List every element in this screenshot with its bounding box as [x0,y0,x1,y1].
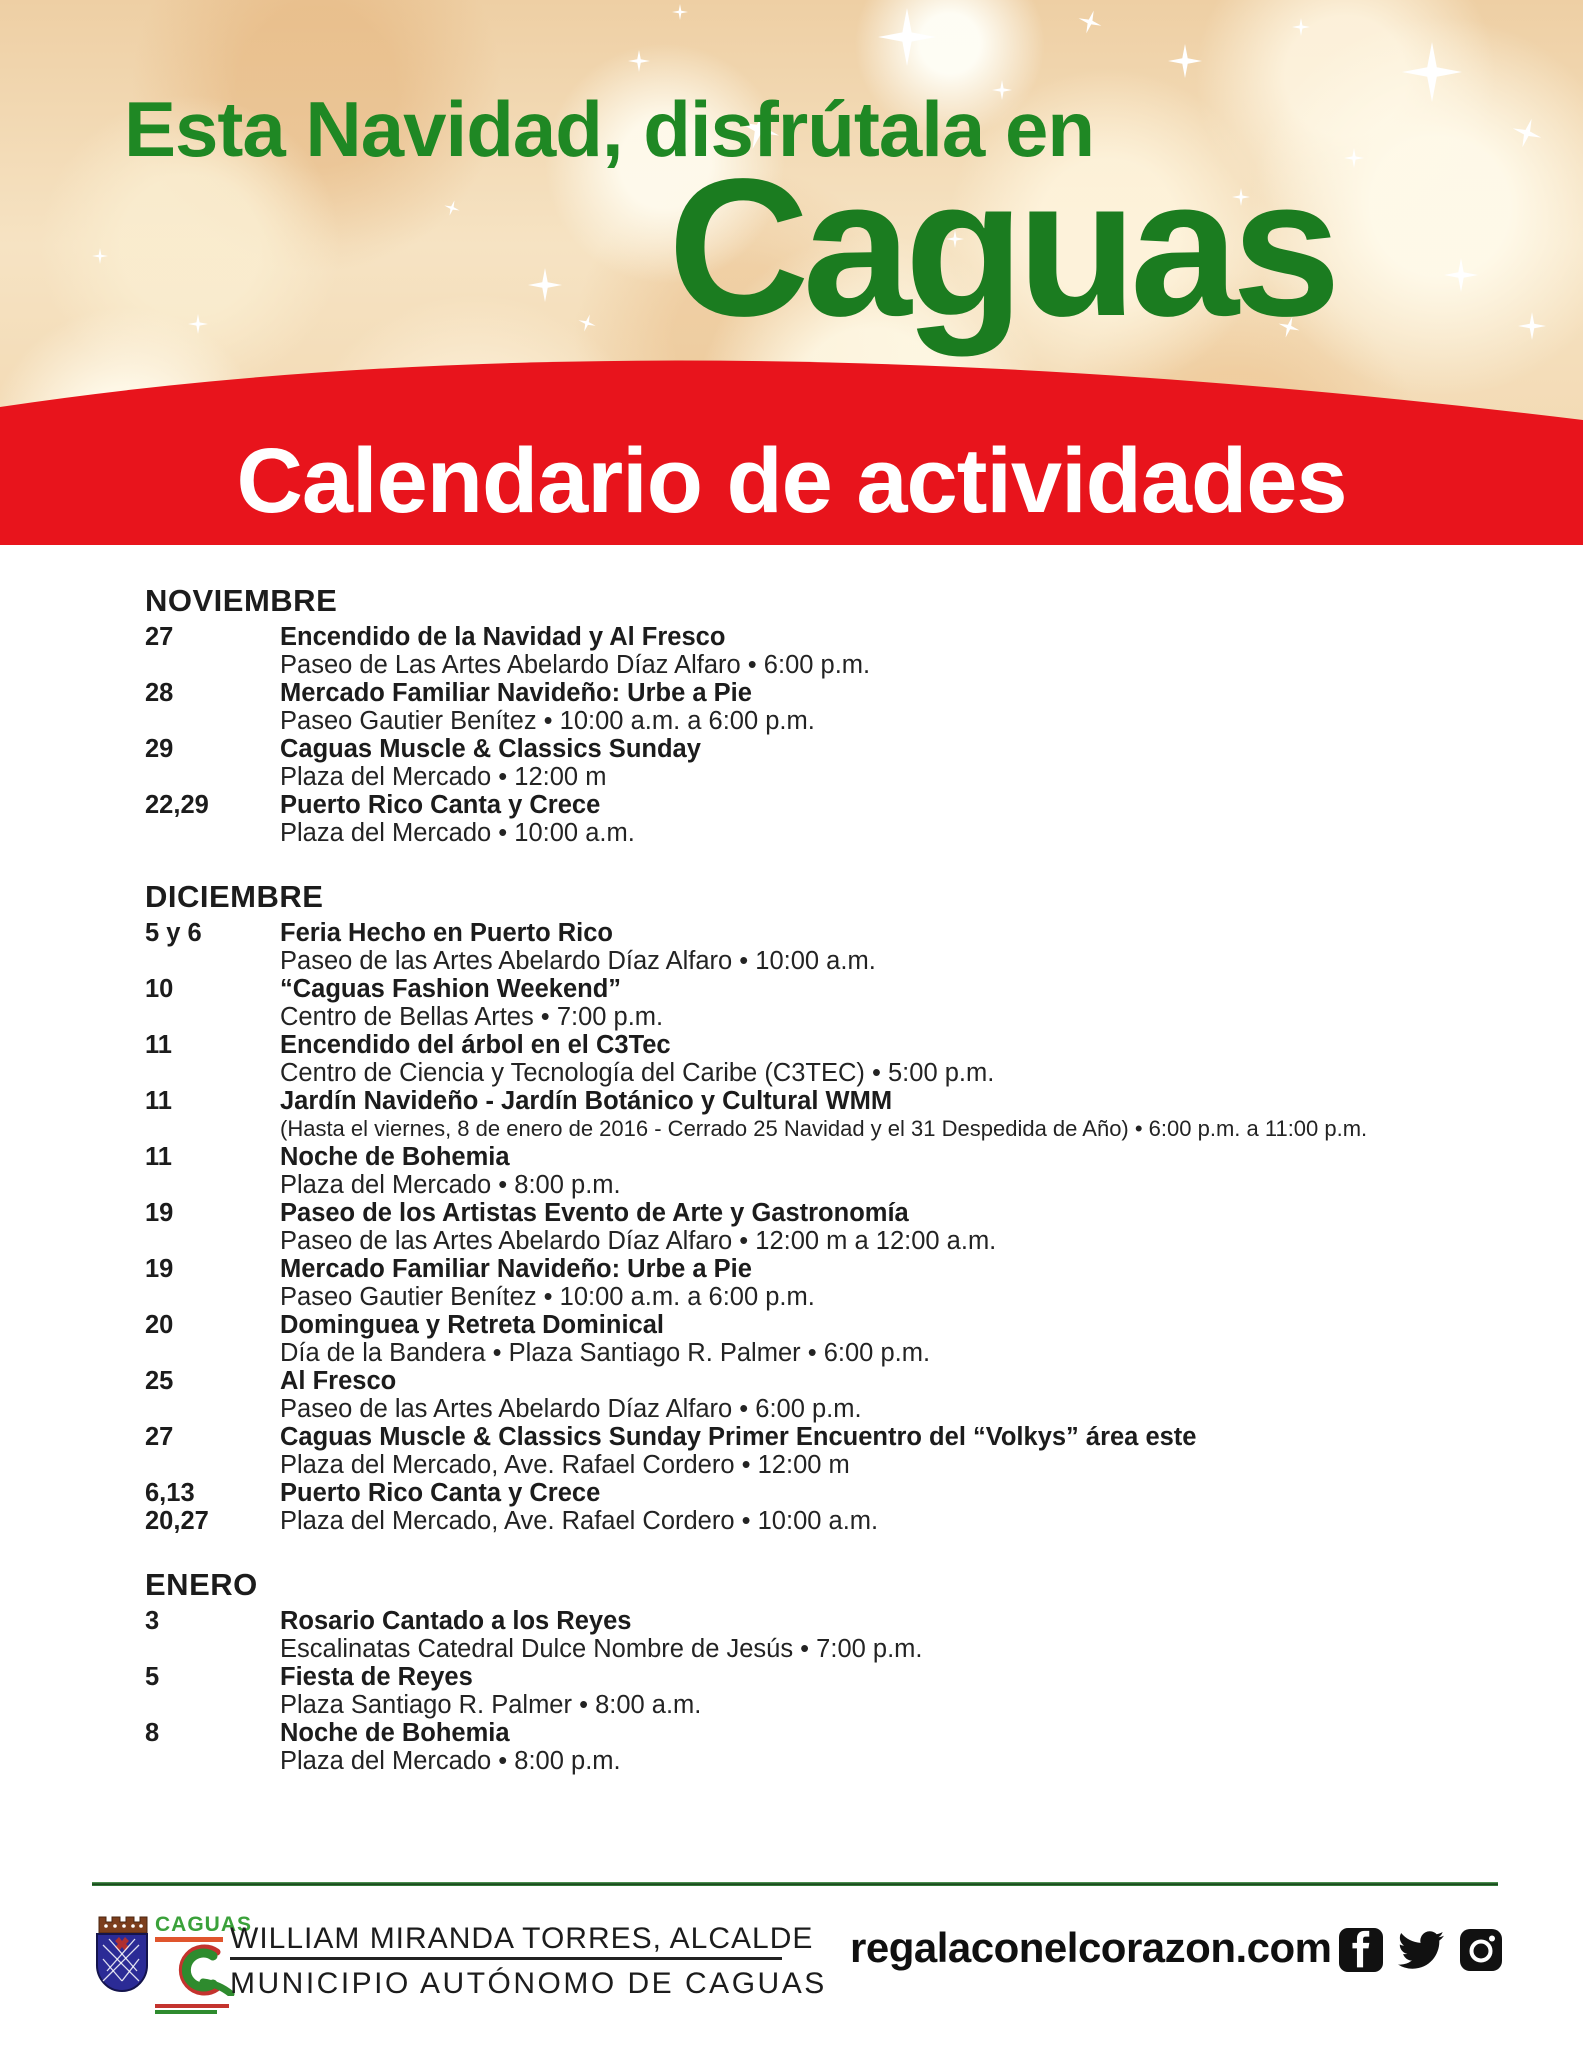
event-date: 28 [145,679,174,707]
event-row [145,975,1505,1003]
event-text: Plaza Santiago R. Palmer • 8:00 a.m. [280,1691,702,1719]
event-text: Paseo de las Artes Abelardo Díaz Alfaro • 6:00 p.m. [280,1395,862,1423]
logo-fine-print [155,2010,217,2014]
municipality-name: MUNICIPIO AUTÓNOMO DE CAGUAS [230,1967,827,2000]
event-text: Caguas Muscle & Classics Sunday Primer Encuentro del “Volkys” área este [280,1423,1197,1451]
event-text: “Caguas Fashion Weekend” [280,975,622,1003]
event-date [145,763,280,791]
event-row [145,1171,1505,1199]
event-row [145,1507,1505,1535]
event-row [145,623,1505,651]
sparkle-icon [188,314,208,334]
hero-city-title: Caguas [668,138,1335,357]
event-row [145,919,1505,947]
event-row [145,1031,1505,1059]
event-date: 3 [145,1607,160,1635]
event-text: Puerto Rico Canta y Crece [280,791,601,819]
event-date: 11 [145,1087,172,1115]
event-text: Caguas Muscle & Classics Sunday [280,735,701,763]
event-date: 25 [145,1367,174,1395]
event-text: Plaza del Mercado • 12:00 m [280,763,607,791]
event-date [145,947,280,975]
event-row [145,1087,1505,1115]
event-date: 5 [145,1663,160,1691]
event-text: Feria Hecho en Puerto Rico [280,919,613,947]
event-row [145,1255,1505,1283]
sparkle-icon [1508,114,1546,152]
event-text: Paseo Gautier Benítez • 10:00 a.m. a 6:00 p.m. [280,1283,815,1311]
event-date: 19 [145,1199,174,1227]
event-row [145,1003,1505,1031]
event-date: 11 [145,1031,172,1059]
event-date: 5 y 6 [145,919,202,947]
event-row [145,947,1505,975]
sparkle-icon [1075,7,1105,37]
event-date: 27 [145,623,174,651]
sparkle-icon [1168,44,1202,78]
event-row [145,1199,1505,1227]
event-row [145,1607,1505,1635]
event-date [145,1451,280,1479]
event-text: Dominguea y Retreta Dominical [280,1311,665,1339]
section-title: DICIEMBRE [145,879,324,914]
event-row [145,791,1505,819]
caguas-coat-of-arms-icon [93,1915,151,1995]
event-row [145,735,1505,763]
event-text: (Hasta el viernes, 8 de enero de 2016 - Cerrado 25 Navidad y el 31 Despedida de Año) • 6:00 p.m. a 11:00 p.m. [280,1116,1368,1141]
event-date: 11 [145,1143,172,1171]
event-row [145,1635,1505,1663]
event-text: Plaza del Mercado • 10:00 a.m. [280,819,635,847]
sparkle-icon [672,4,688,20]
event-date [145,1227,280,1255]
event-row [145,651,1505,679]
event-date [145,1747,280,1775]
website-url: regalaconelcorazon.com [850,1924,1332,1971]
event-row [145,1227,1505,1255]
sparkle-icon [1518,312,1546,340]
event-date [145,1171,280,1199]
sparkle-icon [1402,42,1462,102]
instagram-icon [1458,1927,1504,1973]
event-text: Plaza del Mercado • 8:00 p.m. [280,1747,621,1775]
sparkle-icon [92,248,108,264]
event-date [145,707,280,735]
event-text: Fiesta de Reyes [280,1663,473,1691]
event-row [145,1367,1505,1395]
event-date [145,1059,280,1087]
banner-title: Calendario de actividades [236,430,1347,532]
event-row [145,1719,1505,1747]
mayor-name: WILLIAM MIRANDA TORRES, ALCALDE [230,1922,814,1955]
event-text: Paseo de las Artes Abelardo Díaz Alfaro • 10:00 a.m. [280,947,876,975]
social-icons [1338,1927,1504,1973]
sparkle-icon [1444,258,1478,292]
event-date [145,1003,280,1031]
calendar-section [145,583,1505,847]
event-row [145,1311,1505,1339]
event-text: Jardín Navideño - Jardín Botánico y Cultural WMM [280,1087,893,1115]
event-date: 20,27 [145,1507,209,1535]
event-row [145,1115,1505,1143]
event-text: Paseo de las Artes Abelardo Díaz Alfaro • 12:00 m a 12:00 a.m. [280,1227,997,1255]
event-date: 10 [145,975,174,1003]
event-row [145,763,1505,791]
calendar-section [145,1567,1505,1775]
event-date: 6,13 [145,1479,195,1507]
footer-divider [230,1957,782,1960]
sparkle-icon [576,312,599,335]
event-row [145,819,1505,847]
event-text: Escalinatas Catedral Dulce Nombre de Jesús • 7:00 p.m. [280,1635,923,1663]
event-date [145,1339,280,1367]
event-text: Encendido del árbol en el C3Tec [280,1031,671,1059]
event-row [145,1479,1505,1507]
event-text: Encendido de la Navidad y Al Fresco [280,623,726,651]
event-text: Mercado Familiar Navideño: Urbe a Pie [280,1255,752,1283]
events-list [145,583,1505,1807]
facebook-icon [1338,1927,1384,1973]
sparkle-icon [1344,148,1364,168]
event-text: Centro de Ciencia y Tecnología del Caribe (C3TEC) • 5:00 p.m. [280,1059,995,1087]
event-date: 20 [145,1311,174,1339]
event-row [145,679,1505,707]
caguas-stylized-c-icon [155,1944,239,1996]
event-date [145,1115,280,1143]
event-row [145,707,1505,735]
logo-fine-print [155,1937,223,1942]
event-date: 8 [145,1719,160,1747]
event-text: Centro de Bellas Artes • 7:00 p.m. [280,1003,664,1031]
event-date [145,1395,280,1423]
event-date [145,1691,280,1719]
event-text: Paseo de Las Artes Abelardo Díaz Alfaro • 6:00 p.m. [280,651,871,679]
event-text: Plaza del Mercado, Ave. Rafael Cordero • 10:00 a.m. [280,1507,879,1535]
event-date: 22,29 [145,791,209,819]
section-rows [145,623,1505,847]
event-text: Rosario Cantado a los Reyes [280,1607,632,1635]
event-row [145,1283,1505,1311]
sparkle-icon [628,50,650,72]
event-row [145,1395,1505,1423]
section-title: ENERO [145,1567,258,1602]
event-text: Mercado Familiar Navideño: Urbe a Pie [280,679,752,707]
section-rows [145,919,1505,1535]
event-row [145,1059,1505,1087]
sparkle-icon [1292,18,1310,36]
event-date [145,651,280,679]
event-row [145,1747,1505,1775]
event-date [145,1283,280,1311]
event-text: Al Fresco [280,1367,397,1395]
event-row [145,1423,1505,1451]
event-row [145,1691,1505,1719]
event-text: Plaza del Mercado • 8:00 p.m. [280,1171,621,1199]
event-date [145,1635,280,1663]
event-text: Plaza del Mercado, Ave. Rafael Cordero • 12:00 m [280,1451,850,1479]
event-date [145,819,280,847]
event-text: Puerto Rico Canta y Crece [280,1479,601,1507]
event-row [145,1143,1505,1171]
event-date: 19 [145,1255,174,1283]
sparkle-icon [528,268,562,302]
footer-green-rule [92,1882,1498,1886]
event-row [145,1451,1505,1479]
event-row [145,1339,1505,1367]
event-text: Paseo de los Artistas Evento de Arte y Gastronomía [280,1199,909,1227]
caguas-logo-wordmark: CAGUAS [155,1913,253,1936]
event-row [145,1663,1505,1691]
section-title: NOVIEMBRE [145,583,338,618]
section-rows [145,1607,1505,1775]
event-date: 27 [145,1423,174,1451]
sparkle-icon [878,8,936,66]
event-date: 29 [145,735,174,763]
twitter-icon [1396,1927,1446,1973]
logo-fine-print [155,2004,229,2008]
event-text: Paseo Gautier Benítez • 10:00 a.m. a 6:00 p.m. [280,707,815,735]
hero-tagline: Esta Navidad, disfrútala en [124,85,1094,173]
event-text: Noche de Bohemia [280,1719,510,1747]
sparkle-icon [442,198,462,218]
event-text: Día de la Bandera • Plaza Santiago R. Palmer • 6:00 p.m. [280,1339,931,1367]
event-text: Noche de Bohemia [280,1143,510,1171]
calendar-section [145,879,1505,1535]
